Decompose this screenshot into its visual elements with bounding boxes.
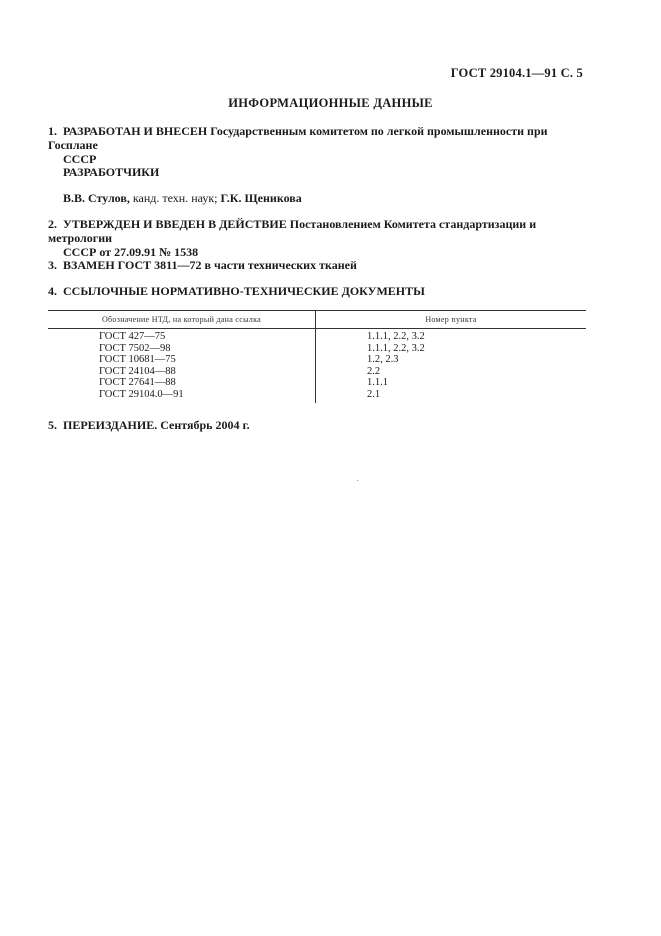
- section-4-text: ССЫЛОЧНЫЕ НОРМАТИВНО-ТЕХНИЧЕСКИЕ ДОКУМЕНТЫ: [63, 284, 425, 298]
- page-title: ИНФОРМАЦИОННЫЕ ДАННЫЕ: [228, 96, 433, 110]
- developers-list: [63, 191, 302, 206]
- section-1-text-line1: Государственным комитетом по легкой промышленности при Госплане: [48, 124, 548, 152]
- section-2: [48, 217, 588, 259]
- section-5-number: 5.: [48, 418, 57, 432]
- reference-documents-table: [48, 310, 586, 403]
- page-header-doc-ref: ГОСТ 29104.1—91 С. 5: [450, 66, 583, 80]
- section-2-bold: УТВЕРЖДЕН И ВВЕДЕН В ДЕЙСТВИЕ: [63, 217, 287, 231]
- section-1-text-line2: СССР: [63, 152, 97, 166]
- section-3-text: ВЗАМЕН ГОСТ 3811—72 в части технических тканей: [63, 258, 357, 272]
- section-4: [48, 284, 588, 298]
- table-cell-clause: 1.1.1, 2.2, 3.2: [367, 342, 425, 354]
- table-cell-doc: ГОСТ 7502—98: [99, 342, 171, 354]
- table-body: [48, 329, 586, 403]
- section-1: [48, 124, 588, 166]
- table-cell-clause: 1.1.1: [367, 377, 388, 389]
- section-1-bold: РАЗРАБОТАН И ВНЕСЕН: [63, 124, 208, 138]
- section-1-number: 1.: [48, 124, 57, 138]
- table-cell-clause: 2.1: [367, 388, 381, 400]
- table-cell-doc: ГОСТ 10681—75: [99, 354, 176, 366]
- developer-1-name: В.В. Стулов,: [63, 191, 130, 205]
- section-2-number: 2.: [48, 217, 57, 231]
- table-header-document: Обозначение НТД, на который дана ссылка: [48, 311, 316, 328]
- developer-1-title: канд. техн. наук;: [129, 191, 221, 205]
- section-3: [48, 258, 588, 272]
- table-cell-doc: ГОСТ 27641—88: [99, 377, 176, 389]
- table-header-clause: Номер пункта: [425, 315, 477, 324]
- table-column-documents: [48, 329, 316, 403]
- table-cell-doc: ГОСТ 29104.0—91: [99, 388, 184, 400]
- table-header-row: [48, 311, 586, 329]
- section-2-text-line1: Постановлением Комитета стандартизации и метрологии: [48, 217, 537, 245]
- developers-heading: РАЗРАБОТЧИКИ: [63, 165, 160, 179]
- table-cell-clause: 1.2, 2.3: [367, 354, 399, 366]
- developer-2-name: Г.К. Щеникова: [220, 191, 302, 205]
- scan-speck: [357, 480, 358, 481]
- section-5-text: ПЕРЕИЗДАНИЕ. Сентябрь 2004 г.: [63, 418, 250, 432]
- section-5: [48, 418, 588, 432]
- table-cell-doc: ГОСТ 427—75: [99, 331, 166, 342]
- section-3-number: 3.: [48, 258, 57, 272]
- table-cell-doc: ГОСТ 24104—88: [99, 365, 176, 377]
- table-cell-clause: 1.1.1, 2.2, 3.2: [367, 331, 425, 342]
- table-column-clauses: [316, 329, 586, 403]
- table-cell-clause: 2.2: [367, 365, 381, 377]
- section-4-number: 4.: [48, 284, 57, 298]
- section-2-text-line2: СССР от 27.09.91 № 1538: [63, 245, 199, 259]
